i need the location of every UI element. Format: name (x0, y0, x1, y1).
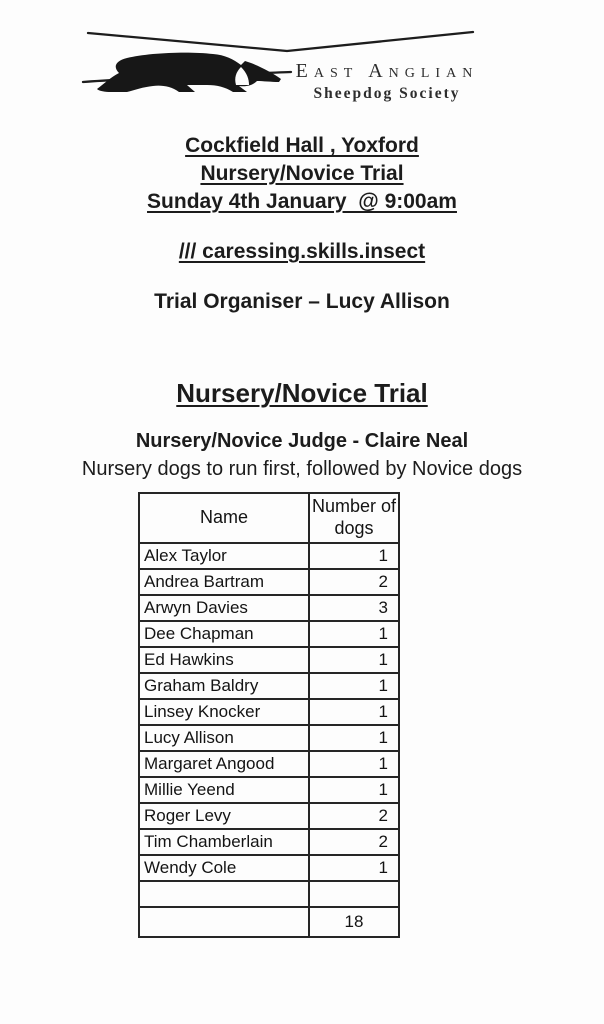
total-row (139, 907, 399, 937)
section-title: Nursery/Novice Trial (176, 378, 428, 408)
table-row (139, 803, 399, 829)
entrant-name-cell: Dee Chapman (139, 621, 309, 647)
run-order-line: Nursery dogs to run first, followed by Novice dogs (81, 458, 523, 480)
event-header (0, 132, 604, 216)
dog-count-cell: 1 (309, 543, 399, 569)
dog-count-cell: 1 (309, 777, 399, 803)
sheepdog-logo-graphic (75, 25, 495, 120)
dog-count-cell: 2 (309, 829, 399, 855)
table-row (139, 595, 399, 621)
dog-count-cell: 1 (309, 621, 399, 647)
dog-count-cell: 1 (309, 673, 399, 699)
dog-count-cell: 1 (309, 647, 399, 673)
total-dogs-cell: 18 (309, 907, 399, 937)
dog-count-cell: 3 (309, 595, 399, 621)
dog-count-cell: 1 (309, 699, 399, 725)
entrant-name-cell: Margaret Angood (139, 751, 309, 777)
table-row (139, 725, 399, 751)
table-row (139, 543, 399, 569)
entrant-name-cell: Millie Yeend (139, 777, 309, 803)
entrant-name-cell: Wendy Cole (139, 855, 309, 881)
entrant-name-cell: Linsey Knocker (139, 699, 309, 725)
table-row (139, 855, 399, 881)
logo-society-name-line1: East Anglian (295, 60, 479, 82)
entrant-name-cell: Roger Levy (139, 803, 309, 829)
datetime-line: Sunday 4th January @ 9:00am (147, 190, 457, 213)
entries-table (138, 492, 400, 938)
dog-silhouette-icon (97, 53, 281, 92)
table-row (139, 621, 399, 647)
table-row (139, 829, 399, 855)
event-line: Nursery/Novice Trial (200, 162, 404, 185)
table-row (139, 647, 399, 673)
entrant-name-cell: Tim Chamberlain (139, 829, 309, 855)
judge-line: Nursery/Novice Judge - Claire Neal (135, 430, 469, 452)
table-row (139, 569, 399, 595)
column-header-name: Name (139, 493, 309, 543)
dog-count-cell: 1 (309, 855, 399, 881)
entrant-name-cell: Arwyn Davies (139, 595, 309, 621)
entrant-name-cell: Andrea Bartram (139, 569, 309, 595)
dog-count-cell: 2 (309, 803, 399, 829)
table-row (139, 673, 399, 699)
dog-count-cell: 1 (309, 725, 399, 751)
entrant-name-cell: Ed Hawkins (139, 647, 309, 673)
entrant-name-cell: Alex Taylor (139, 543, 309, 569)
table-header-row (139, 493, 399, 543)
table-row (139, 751, 399, 777)
dog-count-cell: 2 (309, 569, 399, 595)
venue-line: Cockfield Hall , Yoxford (185, 134, 419, 157)
society-logo (0, 25, 604, 120)
column-header-number-of-dogs: Number of dogs (309, 493, 399, 543)
organiser-line: Trial Organiser – Lucy Allison (154, 290, 450, 313)
entrant-name-cell: Graham Baldry (139, 673, 309, 699)
empty-left-cell (139, 881, 309, 907)
entrant-name-cell: Lucy Allison (139, 725, 309, 751)
table-row (139, 777, 399, 803)
what3words-line: /// caressing.skills.insect (178, 240, 426, 263)
empty-left-cell (139, 907, 309, 937)
spacer-row (139, 881, 399, 907)
dog-count-cell: 1 (309, 751, 399, 777)
table-row (139, 699, 399, 725)
logo-society-name-line2: Sheepdog Society (313, 85, 461, 102)
blank-count-cell (309, 881, 399, 907)
